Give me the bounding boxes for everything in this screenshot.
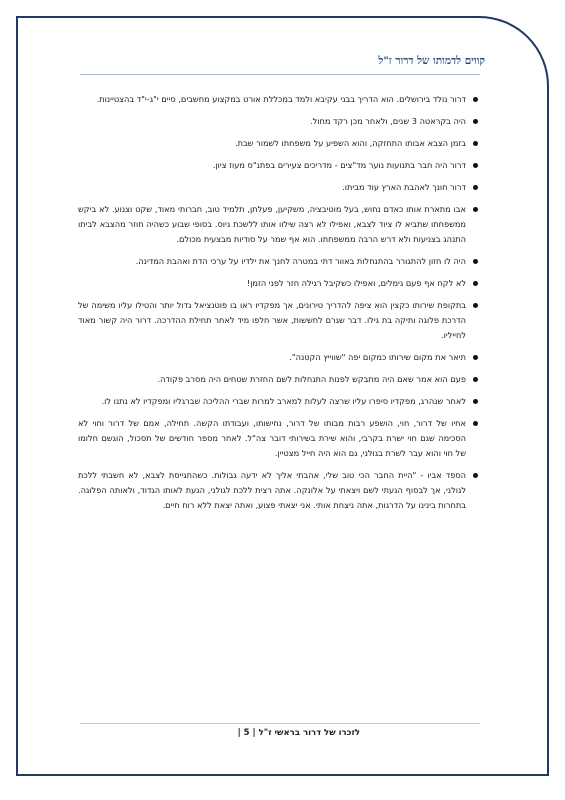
list-item	[78, 394, 480, 409]
list-item	[78, 298, 480, 343]
bullet-icon	[473, 119, 478, 124]
page-footer: לזכרו של דרור בראשי ז"ל | 5 |	[237, 728, 360, 738]
title-divider	[80, 74, 480, 75]
list-item	[78, 136, 480, 151]
list-item-text: תיאר את מקום שירותו כמקום יפה "שווייץ הקטנה".	[289, 352, 466, 362]
bullet-icon	[473, 355, 478, 360]
list-item-text: אבו מתארת אותו כאדם נחוש, בעל מוטיבציה, משקיען, פעלתן, תלמיד טוב, חברותי מאוד, שקט וצנוע. לא ביקש ממשפחתו שתביא לו ציוד לצבא, ואפילו לא רצה שילוו אותו ללשכת גיוס. בסופי שבוע כשהיה חוזר מהצבא לביתו התנהג בצניעות ולא דרש הרבה ממשפחתו. הוא אף שמר על סודיות מבצעית מכולם.	[78, 204, 466, 244]
bullet-icon	[473, 377, 478, 382]
list-item-text: היה לו חזון להתגורר בהתנחלות באוור דתי במטרה לחנך את ילדיו על ערכי הדת ואהבת המדינה.	[135, 256, 466, 266]
list-item	[78, 468, 480, 513]
bullet-icon	[473, 141, 478, 146]
list-item	[78, 254, 480, 269]
list-item	[78, 350, 480, 365]
list-item-text: בתקופת שירותו כקצין הוא ציפה להדריך טירונים, אך מפקדיו ראו בו פוטנציאל גדול יותר והטילו עליו משימה של הדרכת פלוגה ותיקה בת גילו. דבר שגרם לחששות, אשר חלפו מיד לאחר תחילת ההדרכה. דרור היה קשור מאוד לחייליו.	[78, 300, 466, 340]
bullet-icon	[473, 185, 478, 190]
list-item-text: היה בקראטה 3 שנים, ולאחר מכן רקד מחול.	[310, 116, 466, 126]
list-item-text: פעם הוא אמר שאם היה מתבקש לפנות התנחלות לשם החזרת שטחים היה מסרב פקודה.	[157, 374, 466, 384]
bullet-icon	[473, 421, 478, 426]
list-item-text: בזמן הצבא אבותו התחזקה, והוא השפיע על משפחתו לשמור שבת.	[234, 138, 466, 148]
list-item	[78, 158, 480, 173]
list-item	[78, 416, 480, 461]
list-item	[78, 372, 480, 387]
list-item	[78, 180, 480, 195]
list-item	[78, 92, 480, 107]
list-item-text: דרור נולד בירושלים. הוא הדריך בבני עקיבא ולמד במכללת אורט במקצוע מחשבים, סיים י"ג-י"ד בהצטיינות.	[96, 94, 466, 104]
bullet-icon	[473, 473, 478, 478]
bullet-icon	[473, 303, 478, 308]
list-item-text: דרור חונך לאהבת הארץ עוד מביתו.	[342, 182, 466, 192]
list-item	[78, 202, 480, 247]
list-item-text: לא לקח אף פעם גימלים, ואפילו כשקיבל רגילה חזר לפני הזמן!	[246, 278, 466, 288]
bullet-icon	[473, 281, 478, 286]
bullet-icon	[473, 97, 478, 102]
list-item-text: דרור היה חבר בתנועות נוער מד"צים - מדריכים צעירים בפתנ"ס מעוז ציון.	[212, 160, 466, 170]
list-item	[78, 276, 480, 291]
bullet-list	[78, 92, 480, 513]
bullet-icon	[473, 163, 478, 168]
bullet-icon	[473, 259, 478, 264]
list-item	[78, 114, 480, 129]
list-item-text: לאחר שנהרג, מפקדיו סיפרו עליו שרצה לעלות למארב למרות שברי ההליכה שברגליו ומפקדיו לא נתנו לו.	[101, 396, 466, 406]
bullet-icon	[473, 207, 478, 212]
list-item-text: הספד אביו - "היית החבר הכי טוב שלי, אהבתי אליך לא ידעה גבולות. כשהתגייסת לצבא, לא חשבתי ללכת לגולני, אך לבסוף הגעתי לשם ויצאתי על אלונקה. אתה רצית ללכת לגולני, הגעת לאותו הגדוד, ולאותה הפלוגה. בתחרות בינינו על הדרגות, אתה ניצחת אותי. אני יצאתי פצוע, ואתה יצאת ללא רוח חיים.	[78, 470, 466, 510]
bullet-icon	[473, 399, 478, 404]
list-item-text: אחיו של דרור, חוי, הושפע רבות מבותו של דרור, נחישותו, ועבודתו הקשה. תחילה, אמם של דרור וחוי לא הסכימה שגם חוי ישרת בקרבי, והוא שירת בשירותי דובר צה"ל. לאחר מספר חודשים של תסכול, הוגשם חלומו של חוי והוא עבר לשרת בגולני, גם הוא היה חייל מצטיין.	[78, 418, 466, 458]
footer-divider	[80, 723, 480, 724]
document-body	[78, 92, 480, 520]
page-title: קווים לדמותו של דרור ז"ל	[378, 55, 485, 67]
